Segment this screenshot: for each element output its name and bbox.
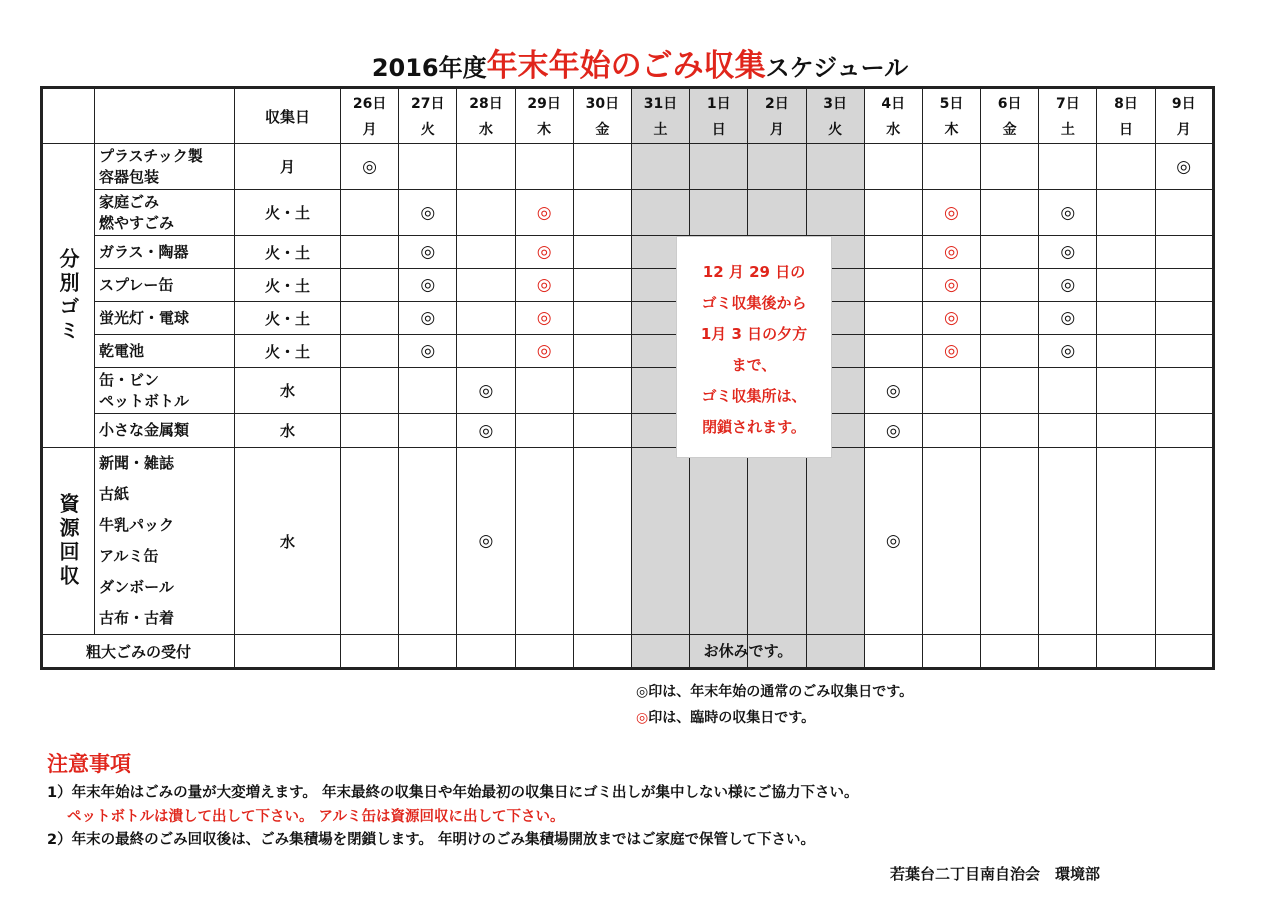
day-cell <box>631 144 689 190</box>
collect-day-cell: 水 <box>235 368 341 414</box>
weekday-label: 火 <box>828 122 843 138</box>
day-cell <box>399 335 457 368</box>
day-cell <box>1097 190 1155 236</box>
day-cell <box>864 269 922 302</box>
day-cell <box>1155 414 1213 448</box>
day-cell <box>515 236 573 269</box>
weekday-label: 日 <box>1119 122 1134 138</box>
day-cell <box>864 635 922 669</box>
item-label <box>95 302 235 335</box>
corner-cell <box>42 88 95 144</box>
day-cell <box>341 635 399 669</box>
day-cell <box>981 368 1039 414</box>
day-cell <box>806 448 864 635</box>
temporary-collection-mark-icon: ◎ <box>944 308 959 328</box>
legend-normal-text: 印は、年末年始の通常のごみ収集日です。 <box>648 684 914 700</box>
day-cell <box>690 448 748 635</box>
day-cell <box>457 635 515 669</box>
day-cell <box>1155 635 1213 669</box>
resource-item: ダンボール <box>99 578 174 596</box>
day-cell <box>573 269 631 302</box>
date-header-11 <box>981 88 1039 144</box>
notice-line: ゴミ収集後から <box>701 294 807 312</box>
resource-items <box>95 448 235 635</box>
schedule-row <box>42 269 1214 302</box>
collection-mark-icon: ◎ <box>885 380 901 401</box>
day-cell <box>1155 144 1213 190</box>
day-cell <box>922 144 980 190</box>
day-cell <box>864 448 922 635</box>
day-cell <box>457 414 515 448</box>
item-label-line: スプレー缶 <box>99 275 174 294</box>
item-label <box>95 190 235 236</box>
temporary-mark-icon: ◎ <box>636 710 649 726</box>
resource-row <box>42 448 1214 635</box>
resource-item: アルミ缶 <box>99 547 159 565</box>
resource-item: 古紙 <box>99 485 130 503</box>
bulky-closed-text: お休みです。 <box>703 642 793 660</box>
day-cell <box>573 236 631 269</box>
closure-notice <box>676 236 832 458</box>
collection-mark-icon: ◎ <box>420 341 436 361</box>
schedule-row <box>42 335 1214 368</box>
day-cell <box>1039 368 1097 414</box>
day-cell <box>1097 635 1155 669</box>
day-cell <box>1097 236 1155 269</box>
date-label: 1日 <box>706 96 731 112</box>
day-cell <box>573 144 631 190</box>
item-label-line: 家庭ごみ <box>99 192 160 211</box>
date-header-13 <box>1097 88 1155 144</box>
day-cell <box>1097 448 1155 635</box>
day-cell <box>864 335 922 368</box>
day-cell <box>457 236 515 269</box>
day-cell <box>457 190 515 236</box>
day-cell <box>341 144 399 190</box>
weekday-label: 金 <box>1002 122 1017 138</box>
schedule-row <box>42 190 1214 236</box>
notice-line: 1月 3 日の夕方 <box>700 325 808 343</box>
day-cell <box>748 144 806 190</box>
signature: 若葉台二丁目南自治会 環境部 <box>890 865 1101 883</box>
day-cell <box>864 236 922 269</box>
day-cell <box>864 368 922 414</box>
collect-day-cell: 火・土 <box>235 236 341 269</box>
legend-temporary-text: 印は、臨時の収集日です。 <box>648 710 816 726</box>
normal-mark-icon: ◎ <box>636 684 649 700</box>
day-cell <box>515 302 573 335</box>
weekday-label: 火 <box>420 122 435 138</box>
date-header-7 <box>748 88 806 144</box>
day-cell <box>573 190 631 236</box>
date-header-8 <box>806 88 864 144</box>
date-label: 30日 <box>585 96 620 112</box>
item-label <box>95 144 235 190</box>
day-cell <box>515 335 573 368</box>
weekday-label: 水 <box>886 122 901 138</box>
schedule-row <box>42 368 1214 414</box>
collection-mark-icon: ◎ <box>420 308 436 328</box>
day-cell <box>806 144 864 190</box>
day-cell <box>1097 302 1155 335</box>
date-header-14 <box>1155 88 1213 144</box>
day-cell <box>341 190 399 236</box>
day-cell <box>457 144 515 190</box>
bulky-row <box>42 635 1214 669</box>
weekday-label: 金 <box>595 122 610 138</box>
day-cell <box>457 448 515 635</box>
day-cell <box>922 190 980 236</box>
day-cell <box>515 448 573 635</box>
notice-line: ゴミ収集所は、 <box>701 387 807 405</box>
item-label-line: ペットボトル <box>99 391 190 410</box>
day-cell <box>922 368 980 414</box>
day-cell <box>399 448 457 635</box>
day-cell <box>690 190 748 236</box>
date-header-4 <box>573 88 631 144</box>
day-cell <box>1039 448 1097 635</box>
day-cell <box>399 269 457 302</box>
day-cell <box>341 302 399 335</box>
day-cell <box>981 144 1039 190</box>
day-cell <box>573 335 631 368</box>
date-header-0 <box>341 88 399 144</box>
date-header-10 <box>922 88 980 144</box>
item-label <box>95 414 235 448</box>
day-cell <box>341 236 399 269</box>
temporary-collection-mark-icon: ◎ <box>536 308 552 328</box>
schedule-row <box>42 236 1214 269</box>
day-cell <box>399 635 457 669</box>
legend-temporary <box>636 707 815 727</box>
caution-line-2: 2）年末の最終のごみ回収後は、ごみ集積場を閉鎖します。 年明けのごみ集積場開放まではご家庭で保管して下さい。 <box>47 832 815 848</box>
day-cell <box>1039 635 1097 669</box>
group-label: 資源回収 <box>56 493 80 589</box>
legend-normal <box>636 681 913 701</box>
day-cell <box>1039 190 1097 236</box>
day-cell <box>631 448 689 635</box>
weekday-label: 日 <box>711 122 726 138</box>
weekday-label: 月 <box>769 122 784 138</box>
item-label <box>95 368 235 414</box>
title-main: 年末年始のごみ収集 <box>486 48 766 84</box>
day-cell <box>457 269 515 302</box>
day-cell <box>1097 269 1155 302</box>
schedule-row <box>42 144 1214 190</box>
day-cell <box>922 335 980 368</box>
item-label-line: 蛍光灯・電球 <box>99 308 190 327</box>
weekday-label: 木 <box>944 122 959 138</box>
item-label-line: 乾電池 <box>99 341 145 360</box>
day-cell <box>922 414 980 448</box>
item-label-line: 容器包装 <box>99 167 160 186</box>
day-cell <box>922 236 980 269</box>
day-cell <box>341 368 399 414</box>
notice-line: まで、 <box>731 356 777 374</box>
date-header-12 <box>1039 88 1097 144</box>
group-sorted-waste <box>42 144 95 448</box>
caution-line-1-sub: ペットボトルは潰して出して下さい。 アルミ缶は資源回収に出して下さい。 <box>67 809 565 825</box>
day-cell <box>981 236 1039 269</box>
collection-mark-icon: ◎ <box>1060 341 1076 361</box>
collect-day-cell: 月 <box>235 144 341 190</box>
page-title <box>0 40 1280 85</box>
temporary-collection-mark-icon: ◎ <box>536 275 552 295</box>
day-cell <box>573 448 631 635</box>
day-cell <box>922 448 980 635</box>
schedule-row <box>42 414 1214 448</box>
bulky-label: 粗大ごみの受付 <box>42 635 235 669</box>
day-cell <box>457 302 515 335</box>
collection-mark-icon: ◎ <box>478 531 494 551</box>
weekday-label: 土 <box>1060 122 1075 138</box>
item-label-line: 缶・ビン <box>99 370 160 389</box>
temporary-collection-mark-icon: ◎ <box>944 202 959 223</box>
day-cell <box>1097 144 1155 190</box>
group-resources <box>42 448 95 635</box>
day-cell <box>515 190 573 236</box>
collection-mark-icon: ◎ <box>1176 156 1192 177</box>
collection-mark-icon: ◎ <box>420 242 436 262</box>
day-cell <box>573 635 631 669</box>
collect-day-cell: 火・土 <box>235 335 341 368</box>
caution-line-1: 1）年末年始はごみの量が大変増えます。 年末最終の収集日や年始最初の収集日にゴミ出しが集中しない様にご協力下さい。 <box>47 785 859 801</box>
date-header-1 <box>399 88 457 144</box>
date-label: 5日 <box>939 96 964 112</box>
day-cell <box>573 368 631 414</box>
date-label: 6日 <box>997 96 1022 112</box>
date-header-3 <box>515 88 573 144</box>
day-cell <box>1039 269 1097 302</box>
day-cell <box>341 269 399 302</box>
collection-mark-icon: ◎ <box>478 420 494 441</box>
day-cell <box>1039 144 1097 190</box>
resource-item: 古布・古着 <box>99 609 175 627</box>
date-label: 29日 <box>527 96 561 112</box>
caution-title: 注意事項 <box>47 752 131 776</box>
day-cell <box>573 302 631 335</box>
day-cell <box>981 190 1039 236</box>
temporary-collection-mark-icon: ◎ <box>536 242 552 262</box>
day-cell <box>981 335 1039 368</box>
day-cell <box>1097 335 1155 368</box>
day-cell <box>573 414 631 448</box>
item-label-line: 燃やすごみ <box>99 213 175 232</box>
day-cell <box>457 335 515 368</box>
date-label: 3日 <box>823 96 847 112</box>
temporary-collection-mark-icon: ◎ <box>944 242 959 262</box>
day-cell <box>864 302 922 335</box>
day-cell <box>1039 236 1097 269</box>
day-cell <box>1155 368 1213 414</box>
notice-line: 12 月 29 日の <box>702 263 806 281</box>
item-label <box>95 236 235 269</box>
day-cell <box>1097 414 1155 448</box>
weekday-label: 月 <box>362 122 377 138</box>
collect-day-header: 収集日 <box>235 88 341 144</box>
weekday-label: 木 <box>537 122 552 138</box>
collect-day-cell <box>235 635 341 669</box>
day-cell <box>341 414 399 448</box>
date-label: 2日 <box>765 96 789 112</box>
date-label: 4日 <box>881 96 906 112</box>
collection-mark-icon: ◎ <box>1060 275 1076 295</box>
date-header-6 <box>690 88 748 144</box>
collect-day-cell: 水 <box>235 414 341 448</box>
collection-mark-icon: ◎ <box>420 275 436 295</box>
day-cell <box>399 414 457 448</box>
group-label: 分別ゴミ <box>56 247 80 344</box>
day-cell <box>341 335 399 368</box>
date-label: 8日 <box>1114 96 1138 112</box>
day-cell <box>981 269 1039 302</box>
collect-day-cell: 火・土 <box>235 190 341 236</box>
weekday-label: 月 <box>1176 122 1191 138</box>
day-cell <box>806 190 864 236</box>
day-cell <box>1155 448 1213 635</box>
item-label-line: プラスチック製 <box>99 146 203 165</box>
item-label <box>95 269 235 302</box>
date-label: 7日 <box>1055 96 1080 112</box>
date-header-5 <box>631 88 689 144</box>
temporary-collection-mark-icon: ◎ <box>536 202 552 223</box>
day-cell <box>981 635 1039 669</box>
resource-item: 牛乳パック <box>99 516 175 534</box>
collection-mark-icon: ◎ <box>362 156 378 177</box>
weekday-label: 土 <box>653 122 668 138</box>
collection-mark-icon: ◎ <box>885 531 901 551</box>
schedule-row <box>42 302 1214 335</box>
day-cell <box>1155 302 1213 335</box>
day-cell <box>399 368 457 414</box>
day-cell <box>399 190 457 236</box>
day-cell <box>1039 335 1097 368</box>
item-header-cell <box>95 88 235 144</box>
header-row <box>42 88 1214 144</box>
collect-day-cell: 火・土 <box>235 302 341 335</box>
collect-day-cell: 水 <box>235 448 341 635</box>
day-cell <box>515 635 573 669</box>
item-label <box>95 335 235 368</box>
date-label: 26日 <box>352 96 387 112</box>
day-cell <box>864 414 922 448</box>
day-cell <box>1097 368 1155 414</box>
day-cell <box>1155 269 1213 302</box>
day-cell <box>922 269 980 302</box>
day-cell <box>864 190 922 236</box>
item-label-line: 小さな金属類 <box>99 421 190 439</box>
date-label: 31日 <box>643 96 678 112</box>
schedule-table <box>40 86 1215 670</box>
day-cell <box>690 144 748 190</box>
day-cell <box>748 448 806 635</box>
collection-mark-icon: ◎ <box>1060 308 1076 328</box>
day-cell <box>1039 302 1097 335</box>
day-cell <box>515 414 573 448</box>
collection-mark-icon: ◎ <box>885 420 901 441</box>
day-cell <box>981 448 1039 635</box>
day-cell <box>515 144 573 190</box>
day-cell <box>399 144 457 190</box>
title-year: 2016年度 <box>371 54 487 82</box>
day-cell <box>864 144 922 190</box>
date-header-2 <box>457 88 515 144</box>
day-cell <box>1039 414 1097 448</box>
collection-mark-icon: ◎ <box>478 380 494 401</box>
day-cell <box>631 190 689 236</box>
day-cell <box>399 302 457 335</box>
day-cell <box>922 302 980 335</box>
day-cell <box>341 448 399 635</box>
collection-mark-icon: ◎ <box>1060 242 1076 262</box>
item-label-line: ガラス・陶器 <box>99 242 189 261</box>
day-cell <box>399 236 457 269</box>
day-cell <box>922 635 980 669</box>
date-label: 27日 <box>411 96 445 112</box>
temporary-collection-mark-icon: ◎ <box>944 341 959 361</box>
day-cell <box>1155 236 1213 269</box>
title-suffix: スケジュール <box>765 54 909 82</box>
temporary-collection-mark-icon: ◎ <box>536 341 552 361</box>
day-cell <box>1155 190 1213 236</box>
day-cell <box>457 368 515 414</box>
date-header-9 <box>864 88 922 144</box>
day-cell <box>748 190 806 236</box>
day-cell <box>515 368 573 414</box>
collection-mark-icon: ◎ <box>1060 202 1076 223</box>
day-cell <box>981 302 1039 335</box>
date-label: 28日 <box>469 96 503 112</box>
notice-line: 閉鎖されます。 <box>702 418 806 436</box>
weekday-label: 水 <box>478 122 493 138</box>
day-cell <box>981 414 1039 448</box>
day-cell <box>515 269 573 302</box>
resource-item: 新聞・雑誌 <box>99 454 175 472</box>
day-cell <box>1155 335 1213 368</box>
collect-day-cell: 火・土 <box>235 269 341 302</box>
date-label: 9日 <box>1171 96 1196 112</box>
collection-mark-icon: ◎ <box>420 202 436 223</box>
temporary-collection-mark-icon: ◎ <box>944 275 959 295</box>
